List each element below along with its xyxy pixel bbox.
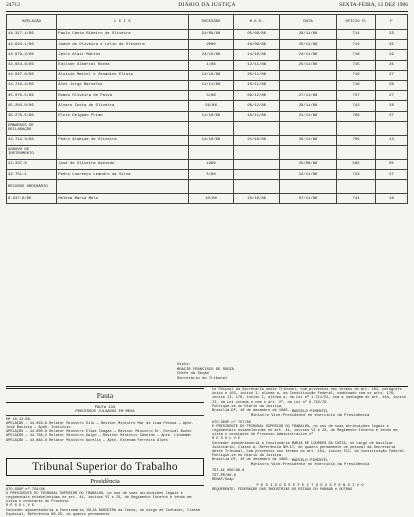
left-column bbox=[6, 388, 204, 516]
table-row bbox=[7, 91, 408, 101]
requerente-line: REQUERENTE: FEDERAÇÃO DAS INDÚSTRIAS DO ESTADO DO PARANÁ e OUTRAS bbox=[212, 488, 353, 493]
cell: 23 bbox=[375, 30, 407, 40]
cell bbox=[234, 170, 280, 180]
cell: 06/12/86 bbox=[234, 101, 280, 111]
cell: 28 bbox=[375, 101, 407, 111]
cell: Romeu Oliveira de Paiva bbox=[57, 91, 188, 101]
pauta-text: EM 16.12.86. APELAÇÃO — 44.029-8 Relator Ministro Silo — Revisor Ministro Mar de Lima Pessoa — Apte. José Batista — Apdo. Instituto APELAÇÃO — 44.800-8 Relator Ministro Elias Chagas — Revisor Ministro Dr. Dorival Bueno APELAÇÃO — 44.788-2 Relator Ministro Galpo — Revisor Ministro Cândido — Apte. Lindomar APELAÇÃO — 44.884-8 Relator Ministro Aurélio — Apte. Estevam Ferreira Alves bbox=[6, 417, 194, 443]
cell: 718 bbox=[337, 50, 376, 60]
process-lines: TST-AI 000/86.8 TST-RR/86.8 RENAF/Suap bbox=[212, 469, 245, 482]
cell bbox=[280, 80, 337, 90]
cell: 44.979-2/86 bbox=[7, 50, 57, 60]
cell: 26/86 bbox=[188, 101, 234, 111]
cell: Pedro Lourenço Leandro da Silva bbox=[57, 170, 188, 180]
cell: 24/11/86 bbox=[280, 50, 337, 60]
cell: 45.079-5/86 bbox=[7, 91, 57, 101]
table-row bbox=[7, 101, 408, 111]
journal-title: DIÁRIO DA JUSTIÇA bbox=[178, 2, 236, 8]
col-header: M.E.E. bbox=[234, 15, 280, 30]
table-row bbox=[7, 159, 408, 169]
cell: 11/11/86 bbox=[188, 80, 234, 90]
signature-role: Chefe da Seção bbox=[177, 372, 209, 377]
cell: 768 bbox=[337, 111, 376, 121]
cell: José de Oliveira Azevedo bbox=[57, 159, 188, 169]
cell: 27 bbox=[375, 70, 407, 80]
cell: 28/11/86 bbox=[280, 30, 337, 40]
cell: 09/12/86 bbox=[234, 91, 280, 101]
cell: 705 bbox=[337, 135, 376, 145]
section-row bbox=[7, 180, 408, 194]
cell: 05 bbox=[375, 159, 407, 169]
cell: 585 bbox=[337, 159, 376, 169]
col-header: L E I S bbox=[57, 15, 188, 30]
cell: 743 bbox=[337, 170, 376, 180]
cell: 11/10/86 bbox=[188, 111, 234, 121]
table-row bbox=[7, 111, 408, 121]
cell: 05/09/86 bbox=[234, 30, 280, 40]
cell: 45.279-5/86 bbox=[7, 111, 57, 121]
issue-date: SEXTA-FEIRA, 12 DEZ 1986 bbox=[339, 2, 408, 8]
cell: Paulo Canto Ribeiro de Oliveira bbox=[57, 30, 188, 40]
cell: 714 bbox=[337, 40, 376, 50]
cell: 44.954-6/86 bbox=[7, 60, 57, 70]
right-text-2: O PRESIDENTE DO TRIBUNAL SUPERIOR DO TRABALHO, no uso de suas atribuições legais e regimentais estabelecidas no art. 41, incisos VI e IX, do Regimento Interno e tendo em vista o constante do Processo Administrativo nº R E S O L V E Conceder aposentadoria à funcionária MARIA DE LOURDES DA COSTA, no cargo de Auxiliar Judiciário, Classe A, Referência NM-17, do quadro permanente de pessoal da Secretaria deste Tribunal, com proventos nos termos do art. 101, inciso III, da Constituição Federal. Publique-se no Diário da Justiça. Brasília-DF, 10 de dezembro de 1986. bbox=[212, 424, 407, 463]
right-text-1: te Pessoal da Secretaria deste Tribunal, com proventos nos termos do art. 101, parágrafo único e 102, inciso I, alínea a, da Constituição Federal, combinado com os arts. 176, inciso II, 178, inciso I, alínea a, da Lei nº 1.711/52, com a vantagem do art. 184, inciso II, da Lei citada e com o art. 2º, da Lei nº 6.732/79. Publique-se no Diário da Justiça. Brasília-DF, 10 de dezembro de 1986. bbox=[212, 388, 407, 414]
signature-2-role: Ministro Vice-Presidente no exercício da Presidência bbox=[250, 463, 370, 468]
cell: 25/11/86 bbox=[280, 60, 337, 70]
cell: 12/11/86 bbox=[234, 60, 280, 70]
left-act-text: ATO.GDGP nº 756/86 O PRESIDENTE DO TRIBUNAL SUPERIOR DO TRABALHO, no uso de suas atribuições legais e regimentais estabelecidas no art. 41, incisos VI e IX, do Regimento Interno e tendo em vista o constante do Processo R E S O L V E Conceder aposentadoria a funcionária JÚLIA NOGUEIRA da Costa, no cargo de Contador, Classe Especial, Referência NS-25, do quadro permanente bbox=[6, 487, 201, 517]
section-label: RECURSO ORDINÁRIO bbox=[7, 180, 57, 194]
cell bbox=[280, 70, 337, 80]
header-rule bbox=[6, 11, 408, 12]
col-header: OFÍCIO FL bbox=[337, 15, 376, 30]
cell: 13 bbox=[375, 135, 407, 145]
signature-2-name: MARCELO PIMENTEL bbox=[291, 458, 329, 463]
cell: 18 bbox=[375, 194, 407, 204]
pauta-title: Pauta bbox=[6, 388, 204, 403]
cell: 14/10/86 bbox=[234, 50, 280, 60]
cell: Álvaro Costa de Oliveira bbox=[57, 101, 188, 111]
cell: 25/11/86 bbox=[280, 40, 337, 50]
pauta-number: PAUTA 133 bbox=[94, 406, 116, 410]
page-number: 24712 bbox=[6, 2, 20, 8]
col-header: APELAÇÃO bbox=[7, 15, 57, 30]
cell: 44.317-4/86 bbox=[7, 30, 57, 40]
cell: 718 bbox=[337, 80, 376, 90]
pedido-heading: P E D I D O D E E F E I T O S U S P E N S I V O bbox=[256, 484, 364, 488]
cell: 742 bbox=[337, 101, 376, 111]
cell: 1986 bbox=[188, 159, 234, 169]
cell: Pedro Almeida de Oliveira bbox=[57, 135, 188, 145]
cell: Jadon de Oliveira e Lelio de Oliveira bbox=[57, 40, 188, 50]
cell bbox=[234, 159, 280, 169]
col-header: F bbox=[375, 15, 407, 30]
cell: 21/11/86 bbox=[280, 111, 337, 121]
cell: Alex Jorge Barcelos bbox=[57, 80, 188, 90]
cell: 24/10/86 bbox=[188, 50, 234, 60]
cell: 07/11/86 bbox=[280, 194, 337, 204]
visto-label: Visto: bbox=[177, 363, 191, 367]
cell: 10/86 bbox=[188, 194, 234, 204]
signature-1-role: Ministro Vice-Presidente no exercício da Presidência bbox=[250, 414, 370, 419]
cell: 3/86 bbox=[188, 91, 234, 101]
col-header: DATA bbox=[280, 15, 337, 30]
section-label: AGRAVO DE INSTRUMENTO bbox=[7, 145, 57, 159]
cell: 25/08/86 bbox=[280, 159, 337, 169]
table-row bbox=[7, 70, 408, 80]
right-column bbox=[212, 388, 408, 493]
cell: 27 bbox=[375, 111, 407, 121]
table-header-row bbox=[7, 15, 408, 30]
section-rule bbox=[6, 386, 408, 387]
table-row bbox=[7, 135, 408, 145]
table-row bbox=[7, 170, 408, 180]
cell: 1/86 bbox=[188, 60, 234, 70]
cell: 44.712-3/86 bbox=[7, 135, 57, 145]
court-title: Tribunal Superior do Trabalho bbox=[6, 458, 204, 476]
pauta-line: PROCESSOS JULGADOS EM MESA bbox=[6, 410, 204, 415]
cell: 44.967-6/86 bbox=[7, 70, 57, 80]
cell: 14/10/86 bbox=[188, 70, 234, 80]
cell: 2000 bbox=[188, 40, 234, 50]
cell: 14/10/86 bbox=[188, 135, 234, 145]
cell: Edilson Albertal Rocha bbox=[57, 60, 188, 70]
table-row bbox=[7, 40, 408, 50]
table-row bbox=[7, 50, 408, 60]
col-header: SUCESSÃO bbox=[188, 15, 234, 30]
cell: 28/11/86 bbox=[280, 101, 337, 111]
table-row bbox=[7, 80, 408, 90]
cell: 12/11/86 bbox=[280, 170, 337, 180]
signature-1-name: MARCELO PIMENTEL bbox=[291, 410, 329, 414]
presidencia-title: Presidência bbox=[6, 478, 204, 486]
cell: 8.337-6/86 bbox=[7, 194, 57, 204]
cell: 5/86 bbox=[188, 170, 234, 180]
cell: Helena Maria Melo bbox=[57, 194, 188, 204]
signature-assistant: Secretário do Tribunal bbox=[177, 376, 228, 381]
cell: 29 bbox=[375, 50, 407, 60]
cell: 10/11/86 bbox=[234, 80, 280, 90]
cell: 44.624-1/86 bbox=[7, 40, 57, 50]
section-label: EMBARGOS DE DECLARAÇÃO bbox=[7, 121, 57, 135]
cell: 45.204-0/86 bbox=[7, 101, 57, 111]
cell: 21/10/86 bbox=[234, 135, 280, 145]
table-row bbox=[7, 194, 408, 204]
cell: 10/10/86 bbox=[234, 194, 280, 204]
process-table bbox=[6, 14, 408, 204]
cell: Aluisio Mattel e Zenadino Elisio bbox=[57, 70, 188, 80]
cell: 714 bbox=[337, 30, 376, 40]
cell: 27 bbox=[375, 170, 407, 180]
table-row bbox=[7, 30, 408, 40]
cell: 28 bbox=[375, 80, 407, 90]
cell: 24/09/86 bbox=[188, 30, 234, 40]
cell: 22.751-1 bbox=[7, 170, 57, 180]
cell: 27/11/86 bbox=[280, 91, 337, 101]
cell: 26/11/86 bbox=[280, 135, 337, 145]
page-header bbox=[6, 2, 408, 10]
cell: Elcio Delgado Primo bbox=[57, 111, 188, 121]
cell: 16/11/86 bbox=[234, 111, 280, 121]
cell: 716 bbox=[337, 70, 376, 80]
cell: 27 bbox=[375, 91, 407, 101]
signature-block bbox=[0, 363, 414, 381]
cell: 44.716-4/86 bbox=[7, 80, 57, 90]
cell: 715 bbox=[337, 60, 376, 70]
ato-2-number: ATO.GDGP nº 757/86 bbox=[212, 420, 251, 425]
section-row bbox=[7, 145, 408, 159]
cell: Jairo Alair Mattos bbox=[57, 50, 188, 60]
section-row bbox=[7, 121, 408, 135]
cell: 741 bbox=[337, 194, 376, 204]
cell: 25 bbox=[375, 40, 407, 50]
cell: 22.337-0 bbox=[7, 159, 57, 169]
cell: 20/11/86 bbox=[234, 70, 280, 80]
signature-name: MOACIR FRANCISCO DE SOUZA bbox=[177, 367, 234, 372]
cell: 18/09/86 bbox=[234, 40, 280, 50]
cell: 25 bbox=[375, 60, 407, 70]
table-row bbox=[7, 60, 408, 70]
cell: 747 bbox=[337, 91, 376, 101]
